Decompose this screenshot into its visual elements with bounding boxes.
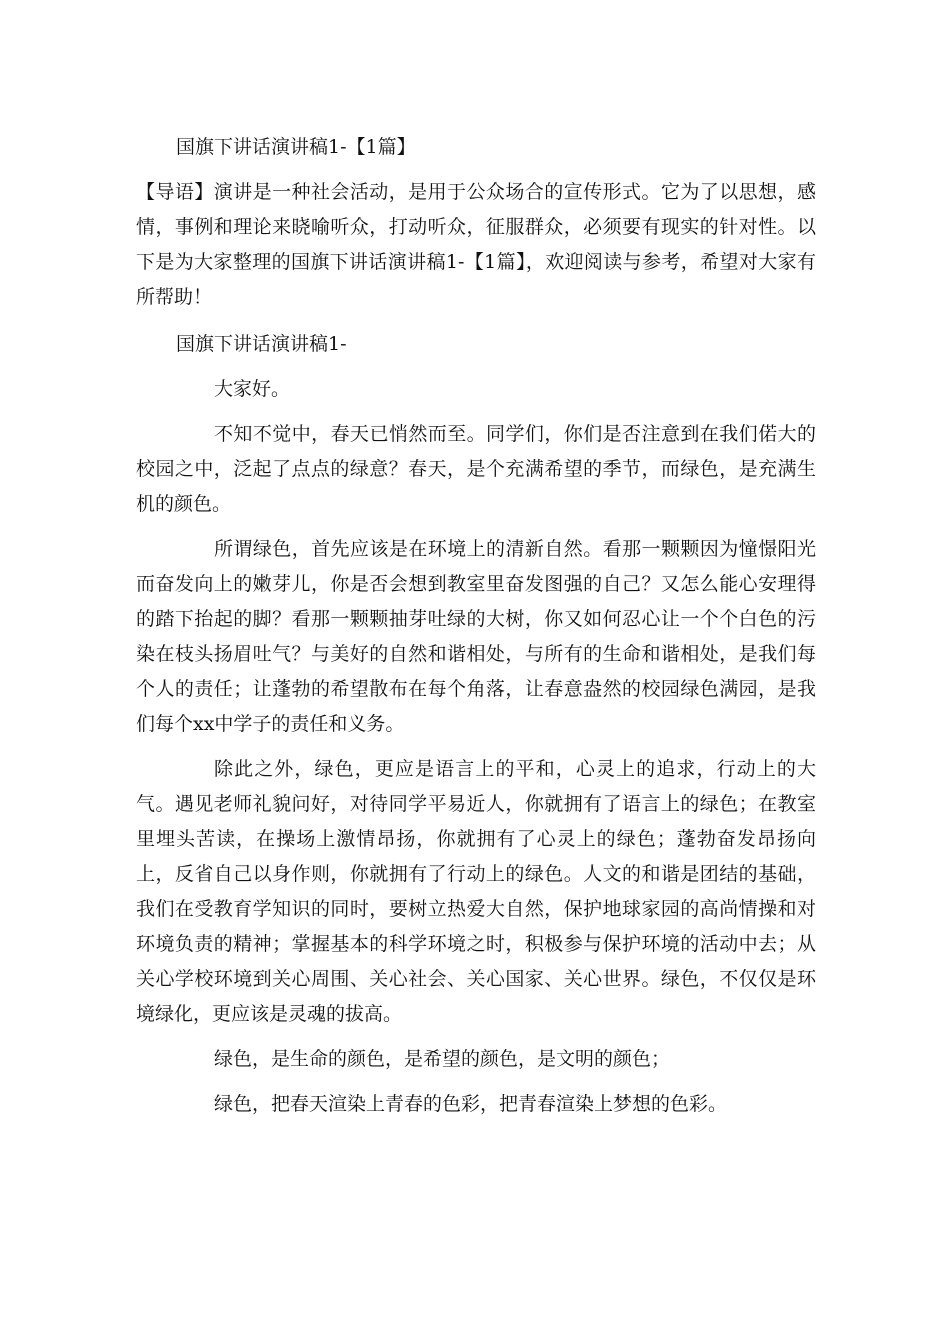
paragraph-spring: 不知不觉中，春天已悄然而至。同学们，你们是否注意到在我们偌大的校园之中，泛起了点点的绿意？春天，是个充满希望的季节，而绿色，是充满生机的颜色。 (136, 423, 816, 515)
paragraph-language-heart: 除此之外，绿色，更应是语言上的平和，心灵上的追求，行动上的大气。遇见老师礼貌问好，对待同学平易近人，你就拥有了语言上的绿色；在教室里埋头苦读，在操场上激情昂扬，你就拥有了心灵上的绿色；蓬勃奋发昂扬向上，反省自己以身作则，你就拥有了行动上的绿色。人文的和谐是团结的基础，我们在受教育学知识的同时，要树立热爱大自然，保护地球家园的高尚情操和对环境负责的精神；掌握基本的科学环境之时，积极参与保护环境的活动中去；从关心学校环境到关心周围、关心社会、关心国家、关心世界。绿色，不仅仅是环境绿化，更应该是灵魂的拔高。 (136, 758, 816, 1025)
paragraph-environment: 所谓绿色，首先应该是在环境上的清新自然。看那一颗颗因为憧憬阳光而奋发向上的嫩芽儿，你是否会想到教室里奋发图强的自己？又怎么能心安理得的踏下抬起的脚？看那一颗颗抽芽吐绿的大树，你又如何忍心让一个个白色的污染在枝头扬眉吐气？与美好的自然和谐相处，与所有的生命和谐相处，是我们每个人的责任；让蓬勃的希望散布在每个角落，让春意盎然的校园绿色满园，是我们每个xx中学子的责任和义务。 (136, 538, 816, 735)
intro-paragraph: 【导语】演讲是一种社会活动，是用于公众场合的宣传形式。它为了以思想，感情，事例和理论来晓喻听众，打动听众，征服群众，必须要有现实的针对性。以下是为大家整理的国旗下讲话演讲稿1-【1篇】，欢迎阅读与参考，希望对大家有所帮助！ (136, 181, 816, 308)
document-body (136, 130, 816, 1132)
speech-subtitle: 国旗下讲话演讲稿1- (176, 333, 347, 355)
paragraph-green-spring: 绿色，把春天渲染上青春的色彩，把青春渲染上梦想的色彩。 (214, 1093, 728, 1115)
paragraph-greeting: 大家好。 (214, 378, 291, 400)
paragraph-green-color: 绿色，是生命的颜色，是希望的颜色，是文明的颜色； (214, 1048, 671, 1070)
document-title: 国旗下讲话演讲稿1-【1篇】 (176, 136, 416, 158)
